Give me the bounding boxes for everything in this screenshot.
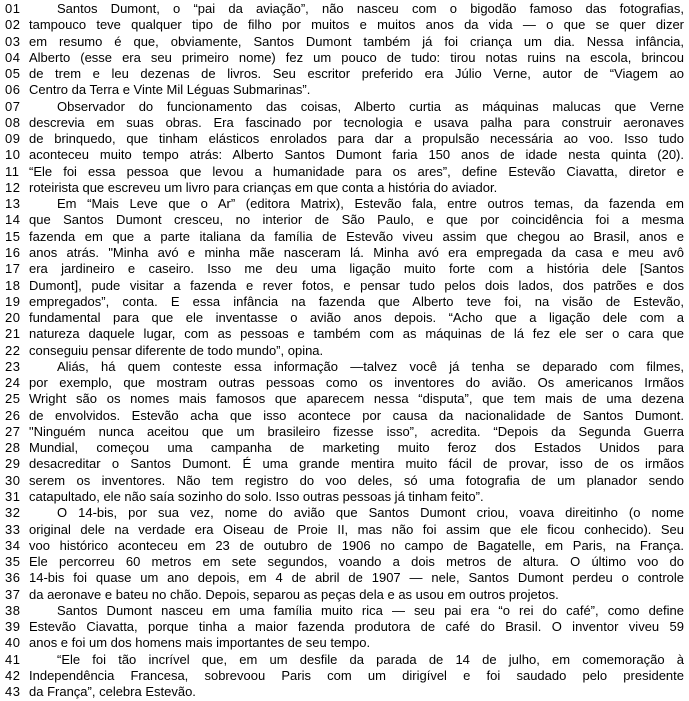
line-text: desacreditar o Santos Dumont. É uma grande mentira muito fácil de provar, isso de os irmãos bbox=[29, 456, 684, 472]
line-number: 01 bbox=[5, 1, 21, 16]
line-text: Ele percorreu 60 metros em sete segundos, voando a dois metros de altura. O último voo do bbox=[29, 554, 684, 570]
text-line bbox=[0, 408, 689, 424]
line-number: 34 bbox=[5, 537, 21, 553]
text-line bbox=[0, 635, 689, 651]
line-number: 08 bbox=[5, 114, 21, 130]
line-text: “Ele foi tão incrível que, em um desfile da parada de 14 de julho, em comemoração à bbox=[57, 651, 684, 667]
line-number: 30 bbox=[5, 472, 21, 488]
text-line bbox=[0, 261, 689, 277]
line-text: Observador do funcionamento das coisas, Alberto curtia as máquinas malucas que Verne bbox=[57, 98, 684, 114]
line-text: Santos Dumont, o “pai da aviação”, não nasceu com o bigodão famoso das fotografias, bbox=[57, 1, 684, 16]
line-text: Alberto (esse era seu primeiro nome) fez um pouco de tudo: tirou notas ruins na escola, brincou bbox=[29, 49, 684, 65]
line-text: tampouco teve qualquer tipo de filho por muitos e muitos anos da vida — o que se quer dizer bbox=[29, 17, 684, 33]
line-number: 12 bbox=[5, 179, 21, 195]
line-number: 09 bbox=[5, 131, 21, 147]
line-number: 24 bbox=[5, 375, 21, 391]
line-text: fundamental para que ele inventasse o avião anos depois. “Acho que a ligação dele com a bbox=[29, 310, 684, 326]
line-text: 14-bis foi quase um ano depois, em 4 de abril de 1907 — nele, Santos Dumont perdeu o controle bbox=[29, 570, 684, 586]
text-line bbox=[0, 570, 689, 586]
text-line bbox=[0, 310, 689, 326]
line-number: 39 bbox=[5, 619, 21, 635]
line-number: 33 bbox=[5, 521, 21, 537]
text-line bbox=[0, 587, 689, 603]
line-number: 05 bbox=[5, 66, 21, 82]
line-text: Independência Francesa, sobrevoou Paris com um dirigível e foi saudado pelo presidente bbox=[29, 667, 684, 683]
line-number: 43 bbox=[5, 684, 21, 700]
text-line bbox=[0, 391, 689, 407]
line-text: Santos Dumont nasceu em uma família muito rica — seu pai era “o rei do café”, como define bbox=[57, 602, 684, 618]
line-text: Mundial, começou uma campanha de marketing muito feroz dos Estados Unidos para bbox=[29, 440, 684, 456]
line-number: 19 bbox=[5, 293, 21, 309]
line-number: 15 bbox=[5, 228, 21, 244]
line-number: 17 bbox=[5, 261, 21, 277]
line-number: 42 bbox=[5, 667, 21, 683]
line-number: 40 bbox=[5, 635, 21, 651]
line-number: 06 bbox=[5, 82, 21, 98]
line-number: 11 bbox=[5, 163, 20, 179]
text-line bbox=[0, 147, 689, 163]
line-text: voo histórico aconteceu em 23 de outubro de 1906 no campo de Bagatelle, em Paris, na França. bbox=[29, 537, 684, 553]
line-text: catapultado, ele não saía sozinho do solo. Isso outras pessoas já tinham feito”. bbox=[29, 488, 484, 504]
text-line bbox=[0, 164, 689, 180]
line-number: 13 bbox=[5, 196, 21, 212]
text-line bbox=[0, 619, 689, 635]
line-number: 07 bbox=[5, 98, 21, 114]
line-text: serem os inventores. Não tem registro do voo deles, só uma fotografia de um planador sendo bbox=[29, 472, 684, 488]
line-text: "Ninguém nunca aceitou que um brasileiro fizesse isso”, acredita. “Depois da Segunda Guerra bbox=[29, 423, 684, 439]
text-line bbox=[0, 375, 689, 391]
line-text: anos atrás. "Minha avó e minha mãe nasceram lá. Minha avó era empregada da casa e meu avô bbox=[29, 244, 684, 260]
line-text: de trem e leu dezenas de livros. Seu escritor preferido era Júlio Verne, autor de “Viagem ao bbox=[29, 66, 684, 82]
text-line bbox=[0, 473, 689, 489]
line-text: de brinquedo, que tinham elásticos enrolados para dar a propulsão necessária ao voo. Isso tudo bbox=[29, 131, 684, 147]
line-text: “Ele foi essa pessoa que levou a humanidade para os ares”, define Estevão Ciavatta, diretor e bbox=[29, 163, 684, 179]
line-number: 04 bbox=[5, 49, 21, 65]
line-number: 27 bbox=[5, 423, 21, 439]
line-number: 22 bbox=[5, 342, 21, 358]
line-number: 36 bbox=[5, 570, 21, 586]
line-text: Wright são os nomes mais famosos que aparecem nessa “disputa”, que tem mais de uma dezena bbox=[29, 391, 684, 407]
line-number: 02 bbox=[5, 17, 21, 33]
text-line bbox=[0, 17, 689, 33]
text-line bbox=[0, 603, 689, 619]
line-text: original dele na verdade era Oiseau de Proie II, mas não foi assim que ele ficou conhecido). Seu bbox=[29, 521, 684, 537]
text-line bbox=[0, 684, 689, 700]
text-line bbox=[0, 294, 689, 310]
line-number: 35 bbox=[5, 554, 21, 570]
text-line bbox=[0, 505, 689, 521]
text-line bbox=[0, 489, 689, 505]
line-number: 25 bbox=[5, 391, 21, 407]
text-line bbox=[0, 554, 689, 570]
line-text: de envolvidos. Estevão acha que isso acontece por causa da nacionalidade de Santos Dumont. bbox=[29, 407, 684, 423]
line-text: roteirista que escreveu um livro para crianças em que conta a história do aviador. bbox=[29, 179, 498, 195]
line-text: natureza daquele lugar, com as pessoas e também com as máquinas de lá fez ele ser o cara que bbox=[29, 326, 684, 342]
line-number: 23 bbox=[5, 358, 21, 374]
line-number: 32 bbox=[5, 505, 21, 521]
line-text: descrevia em suas obras. Era fascinado por tecnologia e usava palha para construir aeronaves bbox=[29, 114, 684, 130]
line-text: fazenda em que a parte italiana da família de Estevão viveu assim que chegou ao Brasil, anos e bbox=[29, 228, 684, 244]
line-number: 31 bbox=[5, 488, 21, 504]
line-text: Centro da Terra e Vinte Mil Léguas Submarinas”. bbox=[29, 82, 311, 98]
text-line bbox=[0, 131, 689, 147]
line-text: Dumont], pude visitar a fazenda e rever fotos, e pensar tudo pelos dois lados, dos patrões e dos bbox=[29, 277, 684, 293]
line-number: 21 bbox=[5, 326, 21, 342]
line-number: 37 bbox=[5, 586, 21, 602]
text-line bbox=[0, 82, 689, 98]
text-line bbox=[0, 343, 689, 359]
line-text: O 14-bis, por sua vez, nome do avião que Santos Dumont criou, voava direitinho (o nome bbox=[57, 505, 684, 521]
line-number: 41 bbox=[5, 651, 21, 667]
text-line bbox=[0, 66, 689, 82]
text-line bbox=[0, 538, 689, 554]
line-text: Estevão Ciavatta, porque tinha a maior fazenda produtora de café do Brasil. O inventor viveu 59 bbox=[29, 619, 684, 635]
line-text: da aeronave e bateu no chão. Depois, separou as peças dela e as usou em outros projetos. bbox=[29, 586, 559, 602]
line-text: em resumo é que, obviamente, Santos Dumont também já foi criança um dia. Nessa infância, bbox=[29, 33, 684, 49]
line-number: 10 bbox=[5, 147, 21, 163]
line-text: aconteceu muito tempo atrás: Alberto Santos Dumont faria 150 anos de idade nesta quinta (20). bbox=[29, 147, 684, 163]
line-text: anos e foi um dos homens mais importantes de seu tempo. bbox=[29, 635, 371, 651]
line-text: que Santos Dumont cresceu, no interior de São Paulo, e que por coincidência foi a mesma bbox=[29, 212, 684, 228]
text-line bbox=[0, 668, 689, 684]
line-number: 18 bbox=[5, 277, 21, 293]
line-number: 28 bbox=[5, 440, 21, 456]
line-text: era jardineiro e caseiro. Isso me deu uma ligação muito forte com a história dele [Santos bbox=[29, 261, 684, 277]
text-line bbox=[0, 34, 689, 50]
line-text: empregados”, conta. E essa infância na fazenda que Alberto teve foi, na visão de Estevão, bbox=[29, 293, 684, 309]
text-line bbox=[0, 1, 689, 17]
text-line bbox=[0, 229, 689, 245]
text-line bbox=[0, 326, 689, 342]
line-number: 29 bbox=[5, 456, 21, 472]
text-line bbox=[0, 456, 689, 472]
text-line bbox=[0, 50, 689, 66]
line-number: 14 bbox=[5, 212, 21, 228]
line-number: 03 bbox=[5, 33, 21, 49]
line-text: conseguiu pensar diferente de todo mundo”, opina. bbox=[29, 342, 324, 358]
line-number: 38 bbox=[5, 602, 21, 618]
line-text: por exemplo, que mostram outras pessoas como os inventores do avião. Os americanos Irmãos bbox=[29, 375, 684, 391]
text-line bbox=[0, 278, 689, 294]
text-line bbox=[0, 212, 689, 228]
text-line bbox=[0, 440, 689, 456]
line-text: Aliás, há quem conteste essa informação —talvez você já tenha se deparado com filmes, bbox=[57, 358, 684, 374]
text-line bbox=[0, 99, 689, 115]
line-number: 26 bbox=[5, 407, 21, 423]
text-line bbox=[0, 424, 689, 440]
text-line bbox=[0, 522, 689, 538]
text-line bbox=[0, 180, 689, 196]
text-line bbox=[0, 652, 689, 668]
line-number: 20 bbox=[5, 310, 21, 326]
text-line bbox=[0, 359, 689, 375]
line-text: Em “Mais Leve que o Ar” (editora Matrix), Estevão fala, entre outros temas, da fazenda em bbox=[57, 196, 684, 212]
text-line bbox=[0, 245, 689, 261]
line-number: 16 bbox=[5, 244, 21, 260]
text-line bbox=[0, 196, 689, 212]
line-text: da França”, celebra Estevão. bbox=[29, 684, 196, 700]
text-line bbox=[0, 115, 689, 131]
